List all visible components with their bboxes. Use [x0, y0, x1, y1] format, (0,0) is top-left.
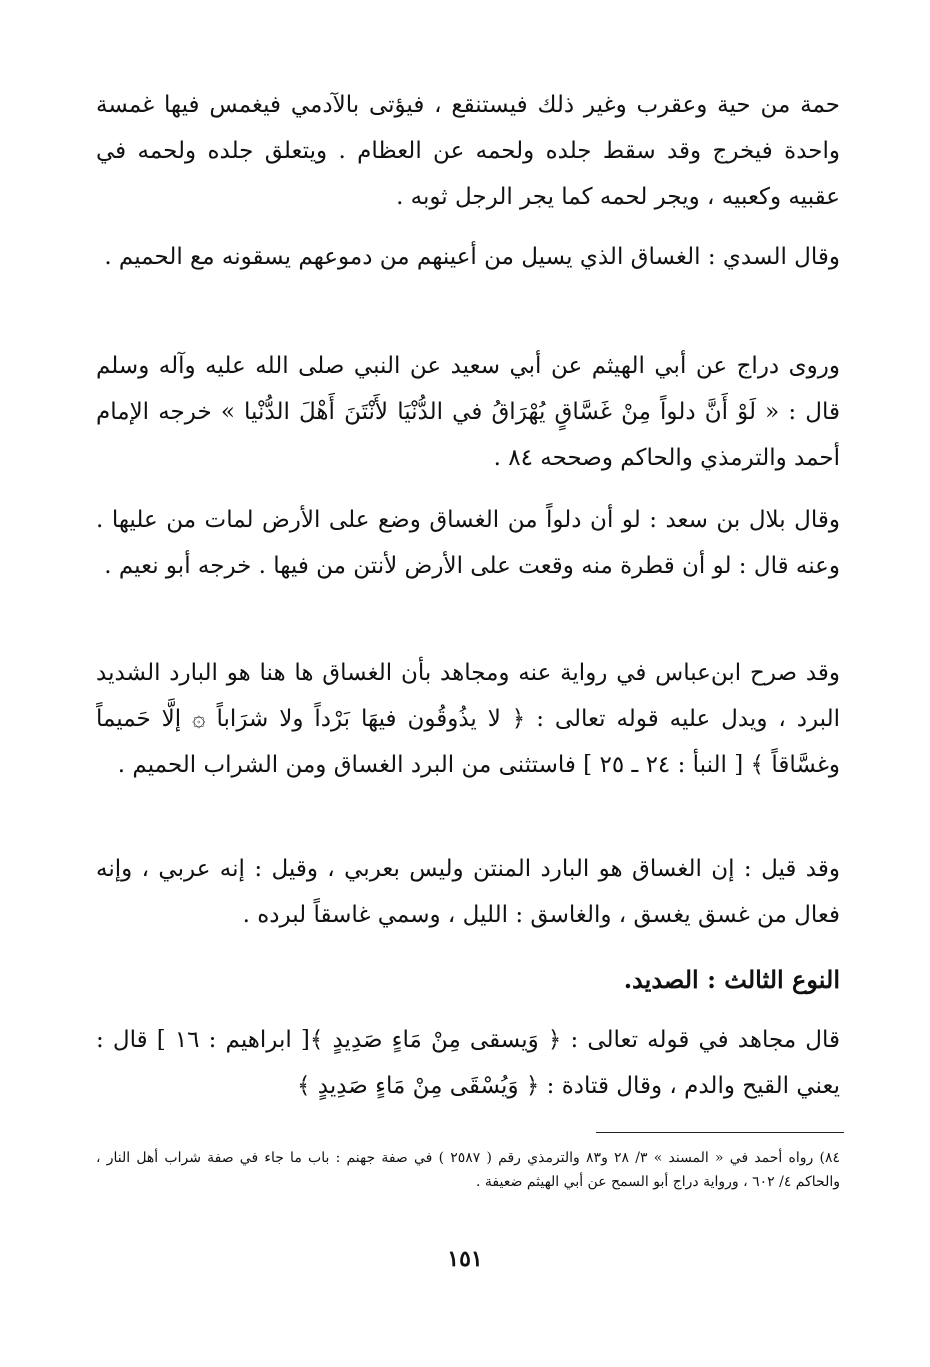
paragraph-5: وقد صرح ابن‌عباس في رواية عنه ومجاهد بأن الغساق ها هنا هو البارد الشديد البرد ، ويدل عليه قوله تعالى : ﴿ لا يذُوقُون فيهَا بَرْداً ولا شرَاباً ۞ إلَّا حَميماً وغسَّاقاً ﴾ [ النبأ : ٢٤ ـ ٢٥ ] فاستثنى من البرد الغساق ومن الشراب الحميم .	[96, 660, 840, 778]
paragraph-1: حمة من حية وعقرب وغير ذلك فيستنقع ، فيؤتى بالآدمي فيغمس فيها غمسة واحدة فيخرج وقد سقط جلده ولحمه عن العظام . ويتعلق جلده ولحمه في عقبيه وكعبيه ، ويجر لحمه كما يجر الرجل ثوبه .	[96, 92, 840, 210]
paragraph-6: وقد قيل : إن الغساق هو البارد المنتن وليس بعربي ، وقيل : إنه عربي ، وإنه فعال من غسق يغسق ، والغاسق : الليل ، وسمي غاسقاً لبرده .	[96, 856, 840, 928]
footnote-divider	[596, 1132, 844, 1133]
page-number: ١٥١	[447, 1246, 483, 1272]
paragraph-2: وقال السدي : الغساق الذي يسيل من أعينهم من دموعهم يسقونه مع الحميم .	[104, 244, 840, 270]
paragraph-4: وقال بلال بن سعد : لو أن دلواً من الغساق وضع على الأرض لمات من عليها . وعنه قال : لو أن قطرة منه وقعت على الأرض لأنتن من فيها . خرجه أبو نعيم .	[96, 507, 840, 579]
paragraph-3: وروى دراج عن أبي الهيثم عن أبي سعيد عن النبي صلى الله عليه وآله وسلم قال : « لَوْ أَنَّ دلواً مِنْ غَسَّاقٍ يُهْرَاقُ في الدُّنْيَا لأَنْتَنَ أَهْلَ الدُّنْيا » خرجه الإمام أحمد والترمذي والحاكم وصححه ٨٤ .	[96, 353, 840, 471]
footnote: ٨٤) رواه أحمد في « المسند » ٣/ ٢٨ و٨٣ والترمذي رقم ( ٢٥٨٧ ) في صفة جهنم : باب ما جاء في صفة شراب أهل النار ، والحاكم ٤/ ٦٠٢ ، ورواية دراج أبو السمح عن أبي الهيثم ضعيفة .	[96, 1150, 840, 1190]
section-heading: النوع الثالث : الصديد.	[623, 965, 840, 994]
paragraph-7: قال مجاهد في قوله تعالى : ﴿ وَيسقى مِنْ مَاءٍ صَدِيدٍ ﴾[ ابراهيم : ١٦ ] قال : يعني القيح والدم ، وقال قتادة : ﴿ وَيُسْقَى مِنْ مَاءٍ صَدِيدٍ ﴾	[96, 1027, 840, 1099]
